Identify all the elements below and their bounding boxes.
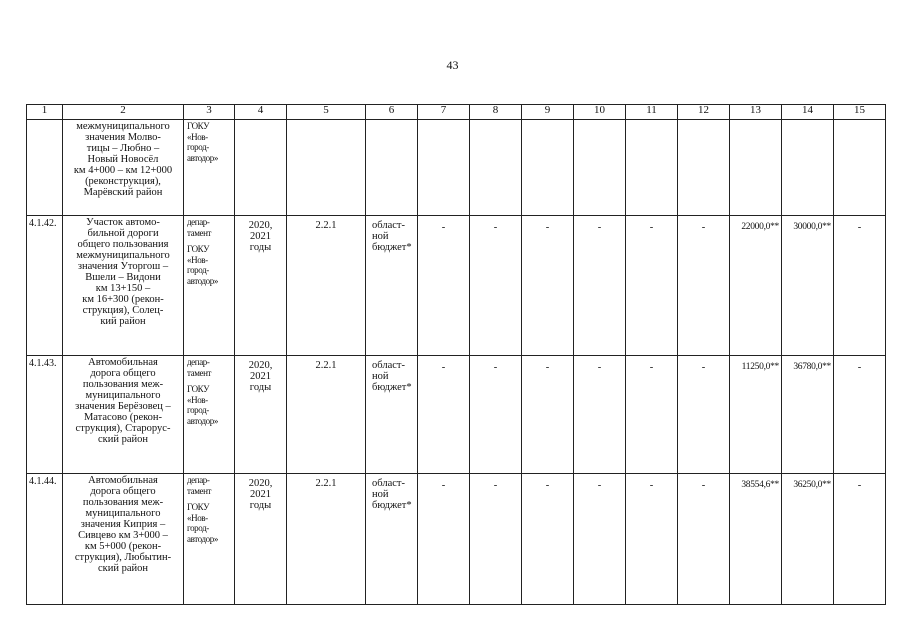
amount-cell-8	[470, 120, 522, 216]
executor-cell: депар- тамент ГОКУ «Нов- город- автодор»	[184, 356, 235, 474]
target-code-cell: 2.2.1	[287, 356, 366, 474]
amount-cell-7: -	[418, 356, 470, 474]
funding-source-cell	[366, 120, 418, 216]
funding-source-cell: област- ной бюджет*	[366, 474, 418, 605]
amount-cell-15: -	[834, 216, 886, 356]
amount-cell-15: -	[834, 356, 886, 474]
amount-cell-9	[522, 120, 574, 216]
amount-cell-8: -	[470, 216, 522, 356]
amount-cell-7: -	[418, 216, 470, 356]
amount-cell-10	[574, 120, 626, 216]
object-description: Участок автомо- бильной дороги общего пользования межмуниципального значения Уторгош – Вшели – Видони км 13+150 – км 16+300 (рекон- струкция), Солец- кий район	[63, 216, 184, 356]
table-row	[27, 474, 886, 605]
page-number: 43	[446, 58, 459, 72]
amount-cell-14: 36780,0**	[782, 356, 834, 474]
period-cell: 2020, 2021 годы	[235, 474, 287, 605]
column-header-13: 13	[730, 105, 782, 120]
amount-cell-12: -	[678, 474, 730, 605]
executor-cell: депар- тамент ГОКУ «Нов- город- автодор»	[184, 216, 235, 356]
amount-cell-9: -	[522, 356, 574, 474]
object-description: Автомобильная дорога общего пользования меж- муниципального значения Берёзовец – Матасово (рекон- струкция), Староруc- ский район	[63, 356, 184, 474]
amount-cell-13: 38554,6**	[730, 474, 782, 605]
period-cell	[235, 120, 287, 216]
program-table	[26, 104, 886, 605]
amount-cell-9: -	[522, 474, 574, 605]
amount-cell-13	[730, 120, 782, 216]
amount-cell-13: 11250,0**	[730, 356, 782, 474]
column-header-14: 14	[782, 105, 834, 120]
column-header-2: 2	[63, 105, 184, 120]
amount-cell-15	[834, 120, 886, 216]
amount-cell-8: -	[470, 474, 522, 605]
amount-cell-11	[626, 120, 678, 216]
row-number	[27, 120, 63, 216]
amount-cell-15: -	[834, 474, 886, 605]
column-header-5: 5	[287, 105, 366, 120]
amount-cell-12	[678, 120, 730, 216]
row-number: 4.1.43.	[27, 356, 63, 474]
amount-cell-7: -	[418, 474, 470, 605]
table-row	[27, 216, 886, 356]
row-number: 4.1.44.	[27, 474, 63, 605]
executor-cell: ГОКУ «Нов- город- автодор»	[184, 120, 235, 216]
amount-cell-14	[782, 120, 834, 216]
amount-cell-11: -	[626, 356, 678, 474]
amount-cell-12: -	[678, 216, 730, 356]
column-header-6: 6	[366, 105, 418, 120]
executor-cell: депар- тамент ГОКУ «Нов- город- автодор»	[184, 474, 235, 605]
amount-cell-12: -	[678, 356, 730, 474]
column-header-4: 4	[235, 105, 287, 120]
amount-cell-14: 30000,0**	[782, 216, 834, 356]
amount-cell-10: -	[574, 216, 626, 356]
column-header-12: 12	[678, 105, 730, 120]
period-cell: 2020, 2021 годы	[235, 356, 287, 474]
amount-cell-13: 22000,0**	[730, 216, 782, 356]
funding-source-cell: област- ной бюджет*	[366, 216, 418, 356]
funding-source-cell: област- ной бюджет*	[366, 356, 418, 474]
column-header-3: 3	[184, 105, 235, 120]
amount-cell-10: -	[574, 474, 626, 605]
column-header-7: 7	[418, 105, 470, 120]
column-header-8: 8	[470, 105, 522, 120]
column-header-10: 10	[574, 105, 626, 120]
column-header-1: 1	[27, 105, 63, 120]
table-row	[27, 120, 886, 216]
column-header-9: 9	[522, 105, 574, 120]
row-number: 4.1.42.	[27, 216, 63, 356]
amount-cell-11: -	[626, 216, 678, 356]
table-row	[27, 356, 886, 474]
amount-cell-14: 36250,0**	[782, 474, 834, 605]
amount-cell-10: -	[574, 356, 626, 474]
amount-cell-7	[418, 120, 470, 216]
amount-cell-9: -	[522, 216, 574, 356]
amount-cell-8: -	[470, 356, 522, 474]
object-description: межмуниципального значения Молво- тицы – Любно – Новый Новосёл км 4+000 – км 12+000 (реконструкция), Марёвский район	[63, 120, 184, 216]
period-cell: 2020, 2021 годы	[235, 216, 287, 356]
amount-cell-11: -	[626, 474, 678, 605]
target-code-cell: 2.2.1	[287, 216, 366, 356]
column-header-11: 11	[626, 105, 678, 120]
target-code-cell	[287, 120, 366, 216]
object-description: Автомобильная дорога общего пользования меж- муниципального значения Киприя – Сивцево км 3+000 – км 5+000 (рекон- струкция), Любытин- ский район	[63, 474, 184, 605]
target-code-cell: 2.2.1	[287, 474, 366, 605]
column-header-15: 15	[834, 105, 886, 120]
header-row	[27, 105, 886, 120]
